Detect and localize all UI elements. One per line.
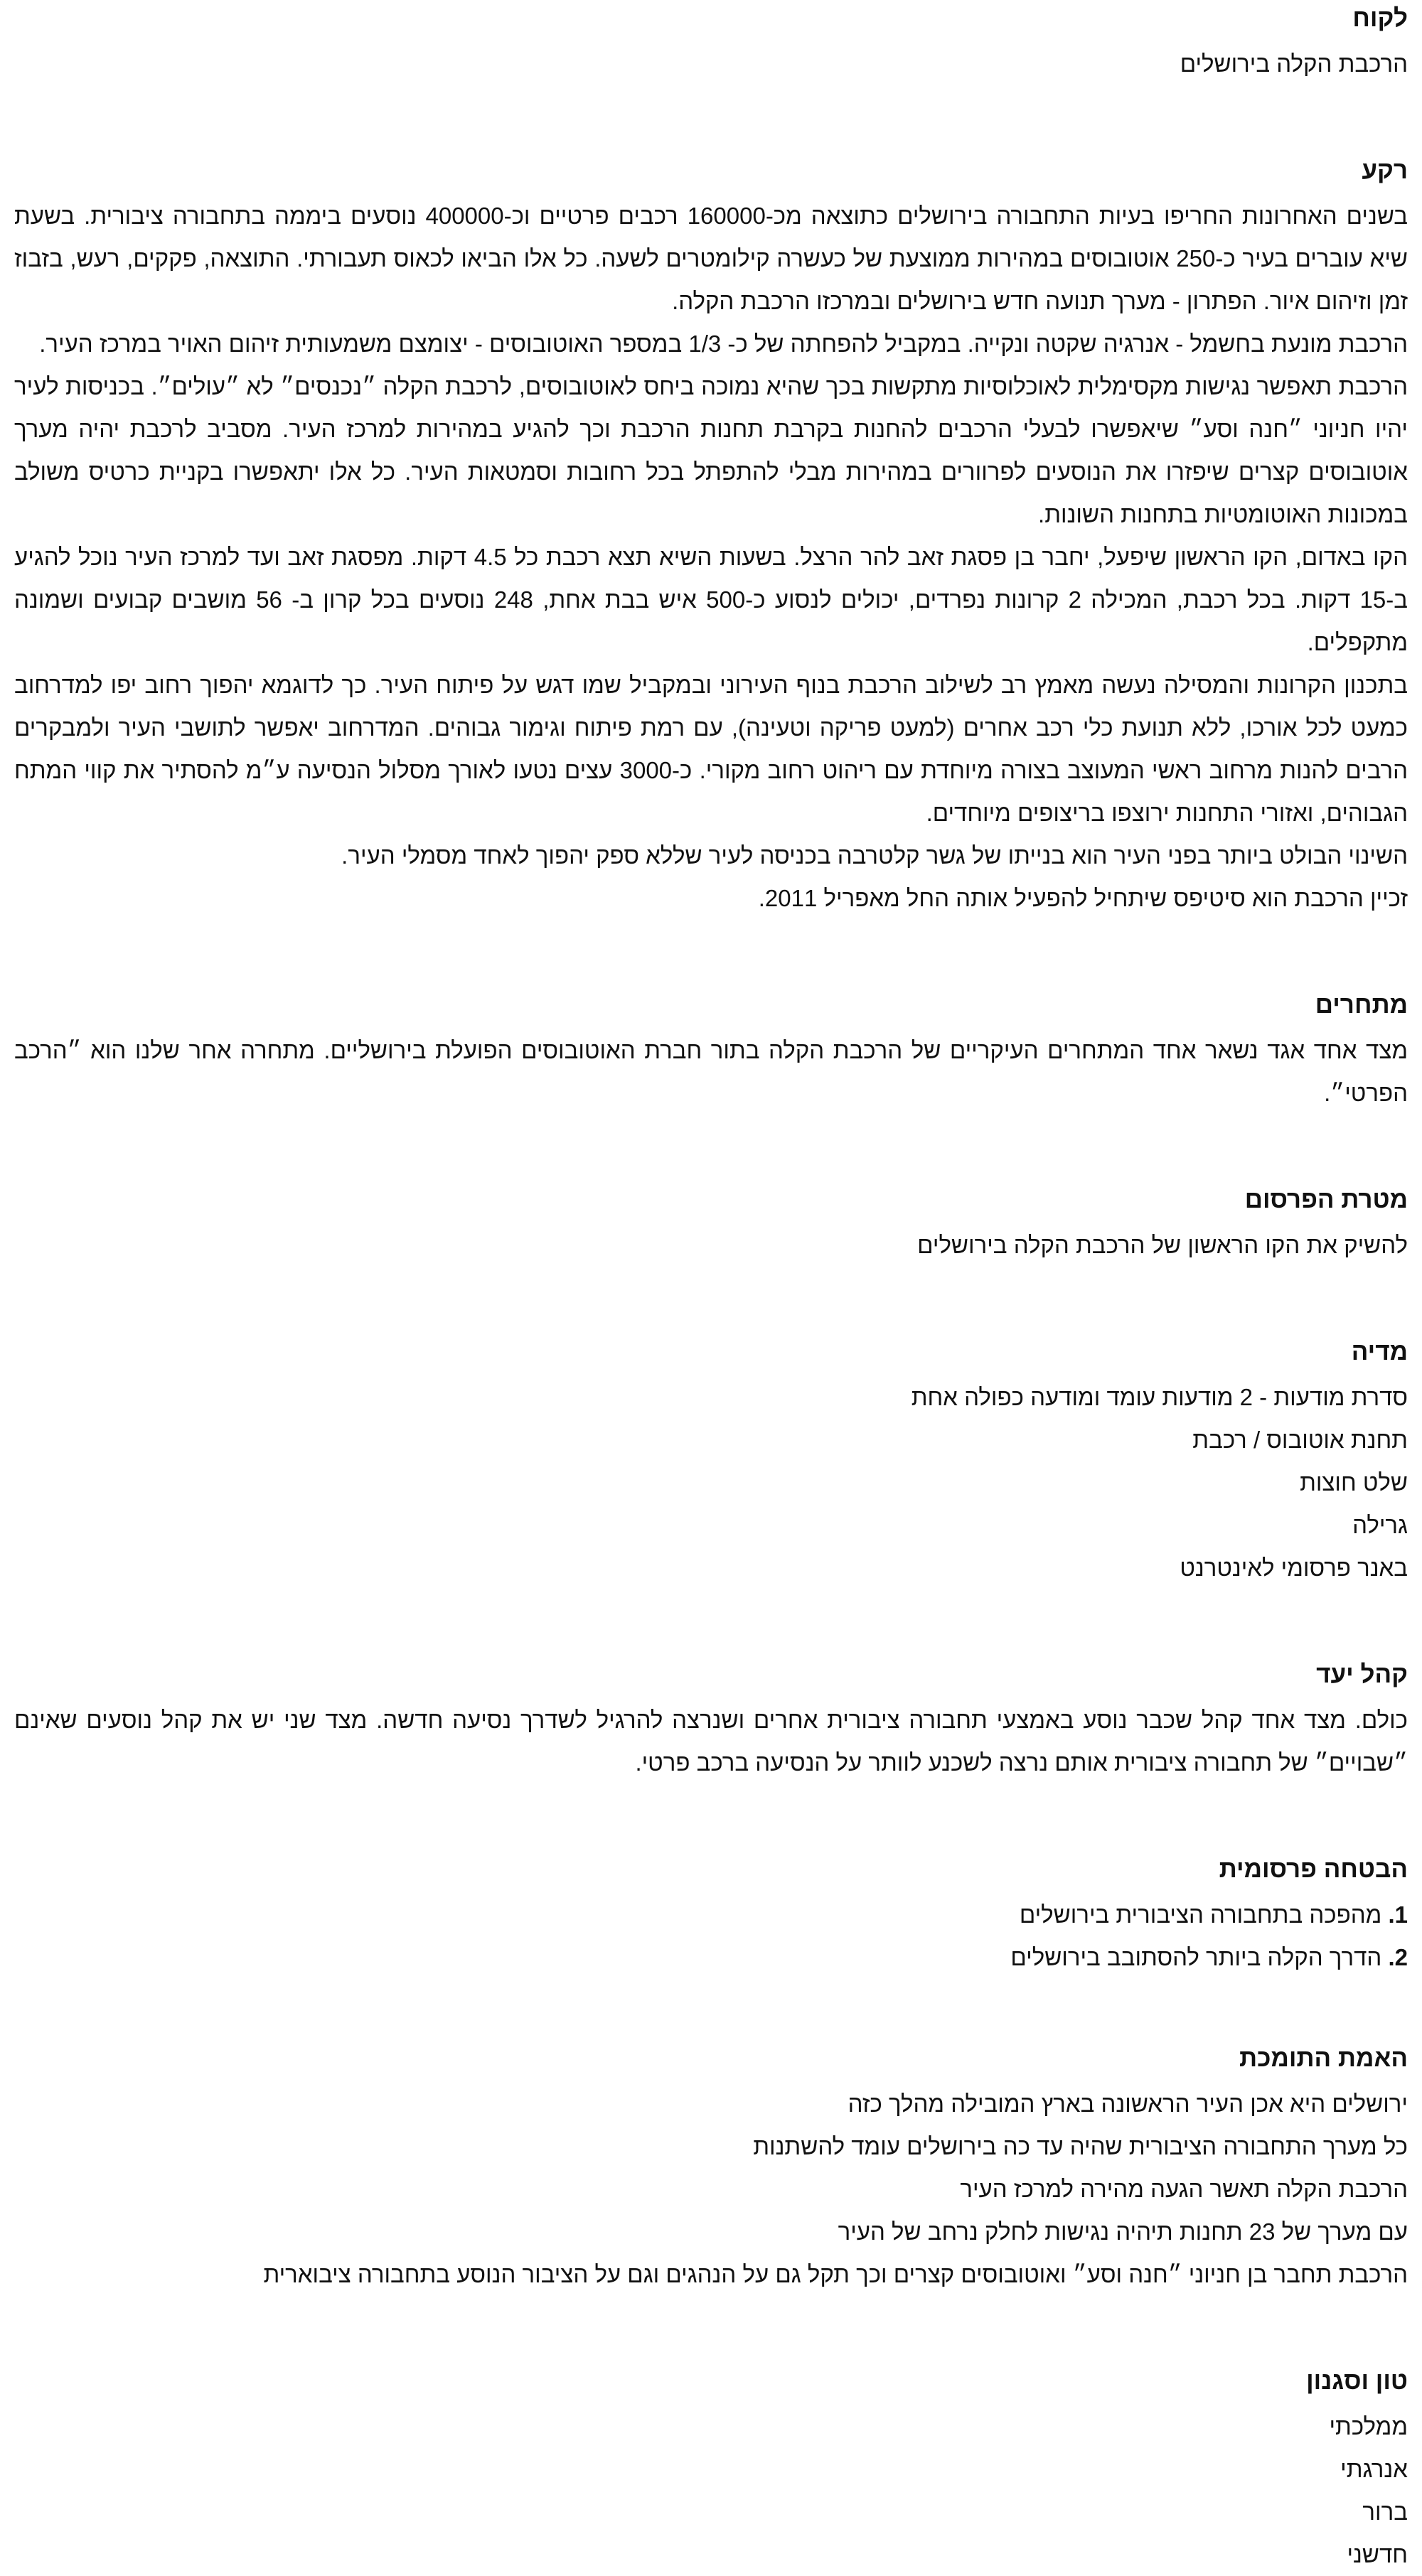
goal-heading: מטרת הפרסום	[1244, 1186, 1408, 1213]
background-paragraph: זכיין הרכבת הוא סיטיפס שיתחיל להפעיל אותה החל מאפריל 2011.	[758, 885, 1408, 911]
client-section	[14, 1, 1408, 85]
support-item: הרכבת הקלה תאשר הגעה מהירה למרכז העיר	[960, 2176, 1408, 2202]
tone-section	[14, 2364, 1408, 2576]
promise-item-number: 2.	[1388, 1944, 1408, 1970]
support-item: הרכבת תחבר בן חניוני ״חנה וסע״ ואוטובוסים קצרים וכך תקל גם על הנהגים וגם על הציבור הנוסע בתחבורה ציבוארית	[263, 2261, 1408, 2287]
support-item: ירושלים היא אכן העיר הראשונה בארץ המובילה מהלך כזה	[848, 2091, 1408, 2117]
media-item: סדרת מודעות - 2 מודעות עומד ומודעה כפולה אחת	[911, 1384, 1408, 1410]
support-list	[14, 2083, 1408, 2296]
background-paragraph: השינוי הבולט ביותר בפני העיר הוא בנייתו של גשר קלטרבה בכניסה לעיר שללא ספק יהפוך לאחד מסמלי העיר.	[341, 842, 1408, 869]
tone-list	[14, 2405, 1408, 2576]
media-list	[14, 1376, 1408, 1589]
support-item: כל מערך התחבורה הציבורית שהיה עד כה בירושלים עומד להשתנות	[753, 2133, 1408, 2159]
support-item: עם מערך של 23 תחנות תיהיה נגישות לחלק נרחב של העיר	[838, 2218, 1408, 2245]
tone-heading: טון וסגנון	[1306, 2367, 1408, 2395]
promise-section	[14, 1852, 1408, 1979]
background-section	[14, 154, 1408, 920]
media-item: גרילה	[1352, 1512, 1408, 1538]
promise-item	[14, 1894, 1408, 1936]
media-item: שלט חוצות	[1300, 1469, 1408, 1496]
tone-item: ממלכתי	[1329, 2413, 1408, 2440]
competitors-text: מצד אחד אגד נשאר אחד המתחרים העיקריים של הרכבת הקלה בתור חברת האוטובוסים הפועלת בירושליים. מתחרה אחר שלנו הוא ״הרכב הפרטי״.	[14, 1037, 1408, 1106]
background-paragraph: הרכבת תאפשר נגישות מקסימלית לאוכלוסיות מתקשות בכך שהיא נמוכה ביחס לאוטובוסים, לרכבת הקלה ״נכנסים״ לא ״עולים״. בכניסות לעיר יהיו חניוני ״חנה וסע״ שיאפשרו לבעלי הרכבים להחנות בקרבת תחנות הרכבת וכך להגיע במהירות למרכז העיר. מסביב לרכבת יהיה מערך אוטובוסים קצרים שיפזרו את הנוסעים לפרוורים במהירות מבלי להתפתל בכל רחובות וסמטאות העיר. כל אלו יתאפשרו בקניית כרטיס משולב במכונות האוטומטיות בתחנות השונות.	[14, 373, 1408, 527]
tone-item: אנרגתי	[1340, 2456, 1408, 2482]
client-heading: לקוח	[1352, 4, 1408, 32]
support-heading: האמת התומכת	[1239, 2044, 1408, 2072]
background-paragraph: הרכבת מונעת בחשמל - אנרגיה שקטה ונקייה. במקביל להפחתה של כ- 1/3 במספר האוטובוסים - יצומצם משמעותית זיהום האויר במרכז העיר.	[39, 331, 1408, 357]
background-paragraph: בשנים האחרונות החריפו בעיות התחבורה בירושלים כתוצאה מכ-160000 רכבים פרטיים וכ-400000 נוסעים ביממה בתחבורה ציבורית. בשעת שיא עוברים בעיר כ-250 אוטובוסים במהירות ממוצעת של כעשרה קילומטרים לשעה. כל אלו הביאו לכאוס תעבורתי. התוצאה, פקקים, רעש, בזבוז זמן וזיהום איור. הפתרון - מערך תנועה חדש בירושלים ובמרכזו הרכבת הקלה.	[14, 203, 1408, 314]
promise-item-text: מהפכה בתחבורה הציבורית בירושלים	[1019, 1901, 1382, 1928]
client-text: הרכבת הקלה בירושלים	[1180, 50, 1408, 77]
promise-item-text: הדרך הקלה ביותר להסתובב בירושלים	[1010, 1944, 1382, 1970]
audience-text: כולם. מצד אחד קהל שכבר נוסע באמצעי תחבורה ציבורית אחרים ושנרצה להרגיל לשדרך נסיעה חדשה. מצד שני יש את קהל נוסעים שאינם ״שבויים״ של תחבורה ציבורית אותם נרצה לשכנע לוותר על הנסיעה ברכב פרטי.	[14, 1707, 1408, 1776]
promise-item-number: 1.	[1388, 1901, 1408, 1928]
audience-section	[14, 1658, 1408, 1784]
audience-heading: קהל יעד	[1316, 1660, 1408, 1688]
media-heading: מדיה	[1351, 1338, 1408, 1365]
competitors-section	[14, 988, 1408, 1115]
goal-section	[14, 1183, 1408, 1267]
competitors-heading: מתחרים	[1315, 991, 1408, 1019]
promise-item	[14, 1936, 1408, 1979]
background-paragraph: בתכנון הקרונות והמסילה נעשה מאמץ רב לשילוב הרכבת בנוף העירוני ובמקביל שמו דגש על פיתוח העיר. כך לדוגמא יהפוך רחוב יפו למדרחוב כמעט לכל אורכו, ללא תנועת כלי רכב אחרים (למעט פריקה וטעינה), עם רמת פיתוח וגימור גבוהים. המדרחוב יאפשר לתושבי העיר ולמבקרים הרבים להנות מרחוב ראשי המעוצב בצורה מיוחדת עם ריהוט רחוב מקורי. כ-3000 עצים נטעו לאורך מסלול הנסיעה ע״מ להסתיר את קווי המתח הגבוהים, ואזורי התחנות ירוצפו בריצופים מיוחדים.	[14, 672, 1408, 826]
background-heading: רקע	[1362, 156, 1408, 184]
goal-text: להשיק את הקו הראשון של הרכבת הקלה בירושלים	[917, 1232, 1408, 1258]
promise-heading: הבטחה פרסומית	[1219, 1855, 1408, 1883]
media-item: באנר פרסומי לאינטרנט	[1180, 1555, 1408, 1581]
media-section	[14, 1335, 1408, 1589]
document	[14, 0, 1408, 2576]
support-section	[14, 2041, 1408, 2296]
background-paragraph: הקו באדום, הקו הראשון שיפעל, יחבר בן פסגת זאב להר הרצל. בשעות השיא תצא רכבת כל 4.5 דקות. מפסגת זאב ועד למרכז העיר נוכל להגיע ב-15 דקות. בכל רכבת, המכילה 2 קרונות נפרדים, יכולים לנסוע כ-500 איש בבת אחת, 248 נוסעים בכל קרון ב- 56 מושבים קבועים ושמונה מתקפלים.	[14, 544, 1408, 655]
tone-item: חדשני	[1347, 2541, 1408, 2567]
promise-list	[14, 1894, 1408, 1979]
media-item: תחנת אוטובוס / רכבת	[1192, 1427, 1408, 1453]
tone-item: ברור	[1362, 2499, 1408, 2525]
